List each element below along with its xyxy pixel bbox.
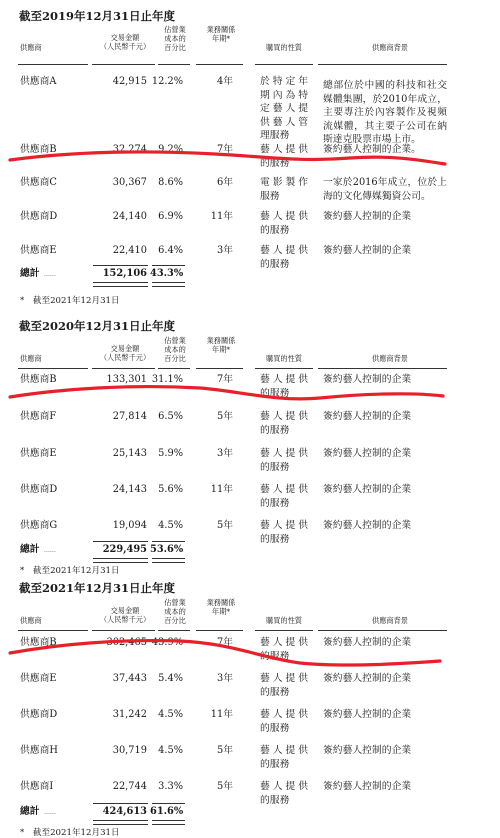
transaction-amount: 31,242 bbox=[112, 709, 147, 720]
column-header-background: 供應商背景 bbox=[372, 616, 408, 625]
supplier-name: 供應商F bbox=[20, 411, 57, 422]
purchase-nature: 藝人提供的服務 bbox=[260, 781, 308, 806]
cost-percentage: 4.5% bbox=[158, 520, 183, 531]
column-header-supplier: 供應商 bbox=[20, 616, 42, 625]
column-header-amount: 交易金額 （人民幣千元） bbox=[99, 33, 151, 51]
transaction-amount: 32,274 bbox=[112, 144, 147, 155]
column-header-years: 業務關係 年期* bbox=[206, 598, 236, 616]
footnote: * 截至2021年12月31日 bbox=[20, 828, 120, 838]
column-header-percent: 佔營業 成本的 百分比 bbox=[164, 336, 186, 363]
cost-percentage: 6.9% bbox=[158, 211, 183, 222]
column-header-years: 業務關係 年期* bbox=[206, 25, 236, 43]
relationship-years: 5年 bbox=[216, 745, 233, 756]
column-header-background: 供應商背景 bbox=[372, 43, 408, 52]
relationship-years: 3年 bbox=[216, 673, 233, 684]
column-header-amount: 交易金額 （人民幣千元） bbox=[99, 606, 151, 624]
cost-percentage: 43.9% bbox=[151, 637, 183, 648]
supplier-background: 簽約藝人控制的企業 bbox=[323, 211, 412, 222]
supplier-background: 一家於2016年成立，位於上海的文化傳媒獨資公司。 bbox=[323, 177, 447, 202]
cost-percentage: 31.1% bbox=[151, 374, 183, 385]
cost-percentage: 3.3% bbox=[158, 781, 183, 792]
cost-percentage: 5.9% bbox=[158, 448, 183, 459]
transaction-amount: 30,367 bbox=[112, 177, 147, 188]
supplier-name: 供應商C bbox=[20, 177, 57, 188]
supplier-background: 簽約藝人控制的企業 bbox=[323, 245, 412, 256]
supplier-background: 簽約藝人控制的企業 bbox=[323, 745, 412, 756]
cost-percentage: 4.5% bbox=[158, 709, 183, 720]
supplier-background: 總部位於中國的科技和社交媒體集團，於2010年成立，主要專注於內容製作及視頻流媒體，其主要子公司在納斯達克股票市場上市。 bbox=[323, 80, 447, 145]
relationship-years: 3年 bbox=[216, 448, 233, 459]
purchase-nature: 電影製作服務 bbox=[260, 177, 308, 202]
total-percentage: 53.6% bbox=[150, 544, 184, 555]
relationship-years: 6年 bbox=[216, 177, 233, 188]
transaction-amount: 19,094 bbox=[112, 520, 147, 531]
purchase-nature: 藝人提供的服務 bbox=[260, 484, 308, 509]
column-header-background: 供應商背景 bbox=[372, 354, 408, 363]
transaction-amount: 302,465 bbox=[106, 637, 147, 648]
relationship-years: 7年 bbox=[216, 374, 233, 385]
cost-percentage: 4.5% bbox=[158, 745, 183, 756]
relationship-years: 4年 bbox=[216, 76, 233, 87]
transaction-amount: 22,744 bbox=[112, 781, 147, 792]
purchase-nature: 藝人提供的服務 bbox=[260, 709, 308, 734]
supplier-background: 簽約藝人控制的企業 bbox=[323, 484, 412, 495]
footnote: * 截至2021年12月31日 bbox=[20, 566, 120, 576]
column-header-amount: 交易金額 （人民幣千元） bbox=[99, 344, 151, 362]
total-dots: ．．．．．． bbox=[44, 271, 60, 278]
cost-percentage: 5.6% bbox=[158, 484, 183, 495]
transaction-amount: 37,443 bbox=[112, 673, 147, 684]
relationship-years: 11年 bbox=[210, 709, 233, 720]
supplier-background: 簽約藝人控制的企業 bbox=[323, 781, 412, 792]
purchase-nature: 藝人提供的服務 bbox=[260, 245, 308, 270]
supplier-name: 供應商H bbox=[20, 745, 58, 756]
column-header-nature: 購買的性質 bbox=[266, 43, 302, 52]
relationship-years: 11年 bbox=[210, 211, 233, 222]
purchase-nature: 藝人提供的服務 bbox=[260, 520, 308, 545]
total-dots: ．．．．．． bbox=[44, 547, 60, 554]
purchase-nature: 藝人提供的服務 bbox=[260, 637, 308, 662]
relationship-years: 7年 bbox=[216, 637, 233, 648]
purchase-nature: 藝人提供的服務 bbox=[260, 448, 308, 473]
column-header-percent: 佔營業 成本的 百分比 bbox=[164, 598, 186, 625]
purchase-nature: 藝人提供的服務 bbox=[260, 374, 308, 399]
column-header-percent: 佔營業 成本的 百分比 bbox=[164, 25, 186, 52]
supplier-name: 供應商D bbox=[20, 211, 58, 222]
cost-percentage: 5.4% bbox=[158, 673, 183, 684]
cost-percentage: 6.4% bbox=[158, 245, 183, 256]
relationship-years: 5年 bbox=[216, 411, 233, 422]
supplier-name: 供應商E bbox=[20, 448, 57, 459]
relationship-years: 5年 bbox=[216, 781, 233, 792]
total-label: 總計 bbox=[20, 268, 40, 279]
relationship-years: 3年 bbox=[216, 245, 233, 256]
cost-percentage: 8.6% bbox=[158, 177, 183, 188]
supplier-name: 供應商D bbox=[20, 484, 58, 495]
relationship-years: 7年 bbox=[216, 144, 233, 155]
cost-percentage: 6.5% bbox=[158, 411, 183, 422]
transaction-amount: 42,915 bbox=[112, 76, 147, 87]
relationship-years: 5年 bbox=[216, 520, 233, 531]
red-highlight-stroke bbox=[10, 152, 445, 164]
total-label: 總計 bbox=[20, 544, 40, 555]
transaction-amount: 30,719 bbox=[112, 745, 147, 756]
supplier-name: 供應商I bbox=[20, 781, 54, 792]
total-label: 總計 bbox=[20, 806, 40, 817]
transaction-amount: 22,410 bbox=[112, 245, 147, 256]
relationship-years: 11年 bbox=[210, 484, 233, 495]
purchase-nature: 藝人提供的服務 bbox=[260, 673, 308, 698]
supplier-background: 簽約藝人控制的企業 bbox=[323, 448, 412, 459]
purchase-nature: 藝人提供的服務 bbox=[260, 411, 308, 436]
supplier-background: 簽約藝人控制的企業 bbox=[323, 709, 412, 720]
supplier-background: 簽約藝人控制的企業 bbox=[323, 374, 412, 385]
transaction-amount: 133,301 bbox=[106, 374, 147, 385]
column-header-nature: 購買的性質 bbox=[266, 616, 302, 625]
supplier-name: 供應商B bbox=[20, 144, 57, 155]
supplier-name: 供應商E bbox=[20, 245, 57, 256]
transaction-amount: 24,140 bbox=[112, 211, 147, 222]
supplier-name: 供應商B bbox=[20, 637, 57, 648]
column-header-supplier: 供應商 bbox=[20, 354, 42, 363]
section-title: 截至2019年12月31日止年度 bbox=[19, 9, 176, 23]
transaction-amount: 25,143 bbox=[112, 448, 147, 459]
section-title: 截至2020年12月31日止年度 bbox=[19, 319, 176, 333]
column-header-nature: 購買的性質 bbox=[266, 354, 302, 363]
purchase-nature: 藝人提供的服務 bbox=[260, 211, 308, 236]
purchase-nature: 藝人提供的服務 bbox=[260, 745, 308, 770]
supplier-name: 供應商B bbox=[20, 374, 57, 385]
supplier-background: 簽約藝人控制的企業 bbox=[323, 411, 412, 422]
transaction-amount: 24,143 bbox=[112, 484, 147, 495]
total-dots: ．．．．．． bbox=[44, 809, 60, 816]
total-amount: 229,495 bbox=[102, 544, 147, 555]
total-percentage: 43.3% bbox=[150, 268, 184, 279]
total-amount: 424,613 bbox=[102, 806, 147, 817]
supplier-background: 簽約藝人控制的企業 bbox=[323, 520, 412, 531]
supplier-background: 簽約藝人控制的企業。 bbox=[323, 144, 421, 155]
supplier-name: 供應商G bbox=[20, 520, 58, 531]
total-percentage: 61.6% bbox=[150, 806, 184, 817]
purchase-nature: 於特定年期內為特定藝人提供藝人管理服務 bbox=[260, 76, 308, 141]
transaction-amount: 27,814 bbox=[112, 411, 147, 422]
purchase-nature: 藝人提供的服務 bbox=[260, 144, 308, 169]
red-highlight-stroke bbox=[10, 387, 443, 399]
section-title: 截至2021年12月31日止年度 bbox=[19, 581, 176, 595]
supplier-name: 供應商E bbox=[20, 673, 57, 684]
cost-percentage: 12.2% bbox=[151, 76, 183, 87]
total-amount: 152,106 bbox=[102, 268, 147, 279]
cost-percentage: 9.2% bbox=[158, 144, 183, 155]
column-header-supplier: 供應商 bbox=[20, 43, 42, 52]
footnote: * 截至2021年12月31日 bbox=[20, 296, 120, 306]
red-highlight-stroke bbox=[10, 641, 440, 665]
supplier-background: 簽約藝人控制的企業 bbox=[323, 637, 412, 648]
column-header-years: 業務關係 年期* bbox=[206, 336, 236, 354]
supplier-name: 供應商D bbox=[20, 709, 58, 720]
supplier-name: 供應商A bbox=[20, 76, 57, 87]
supplier-background: 簽約藝人控制的企業 bbox=[323, 673, 412, 684]
